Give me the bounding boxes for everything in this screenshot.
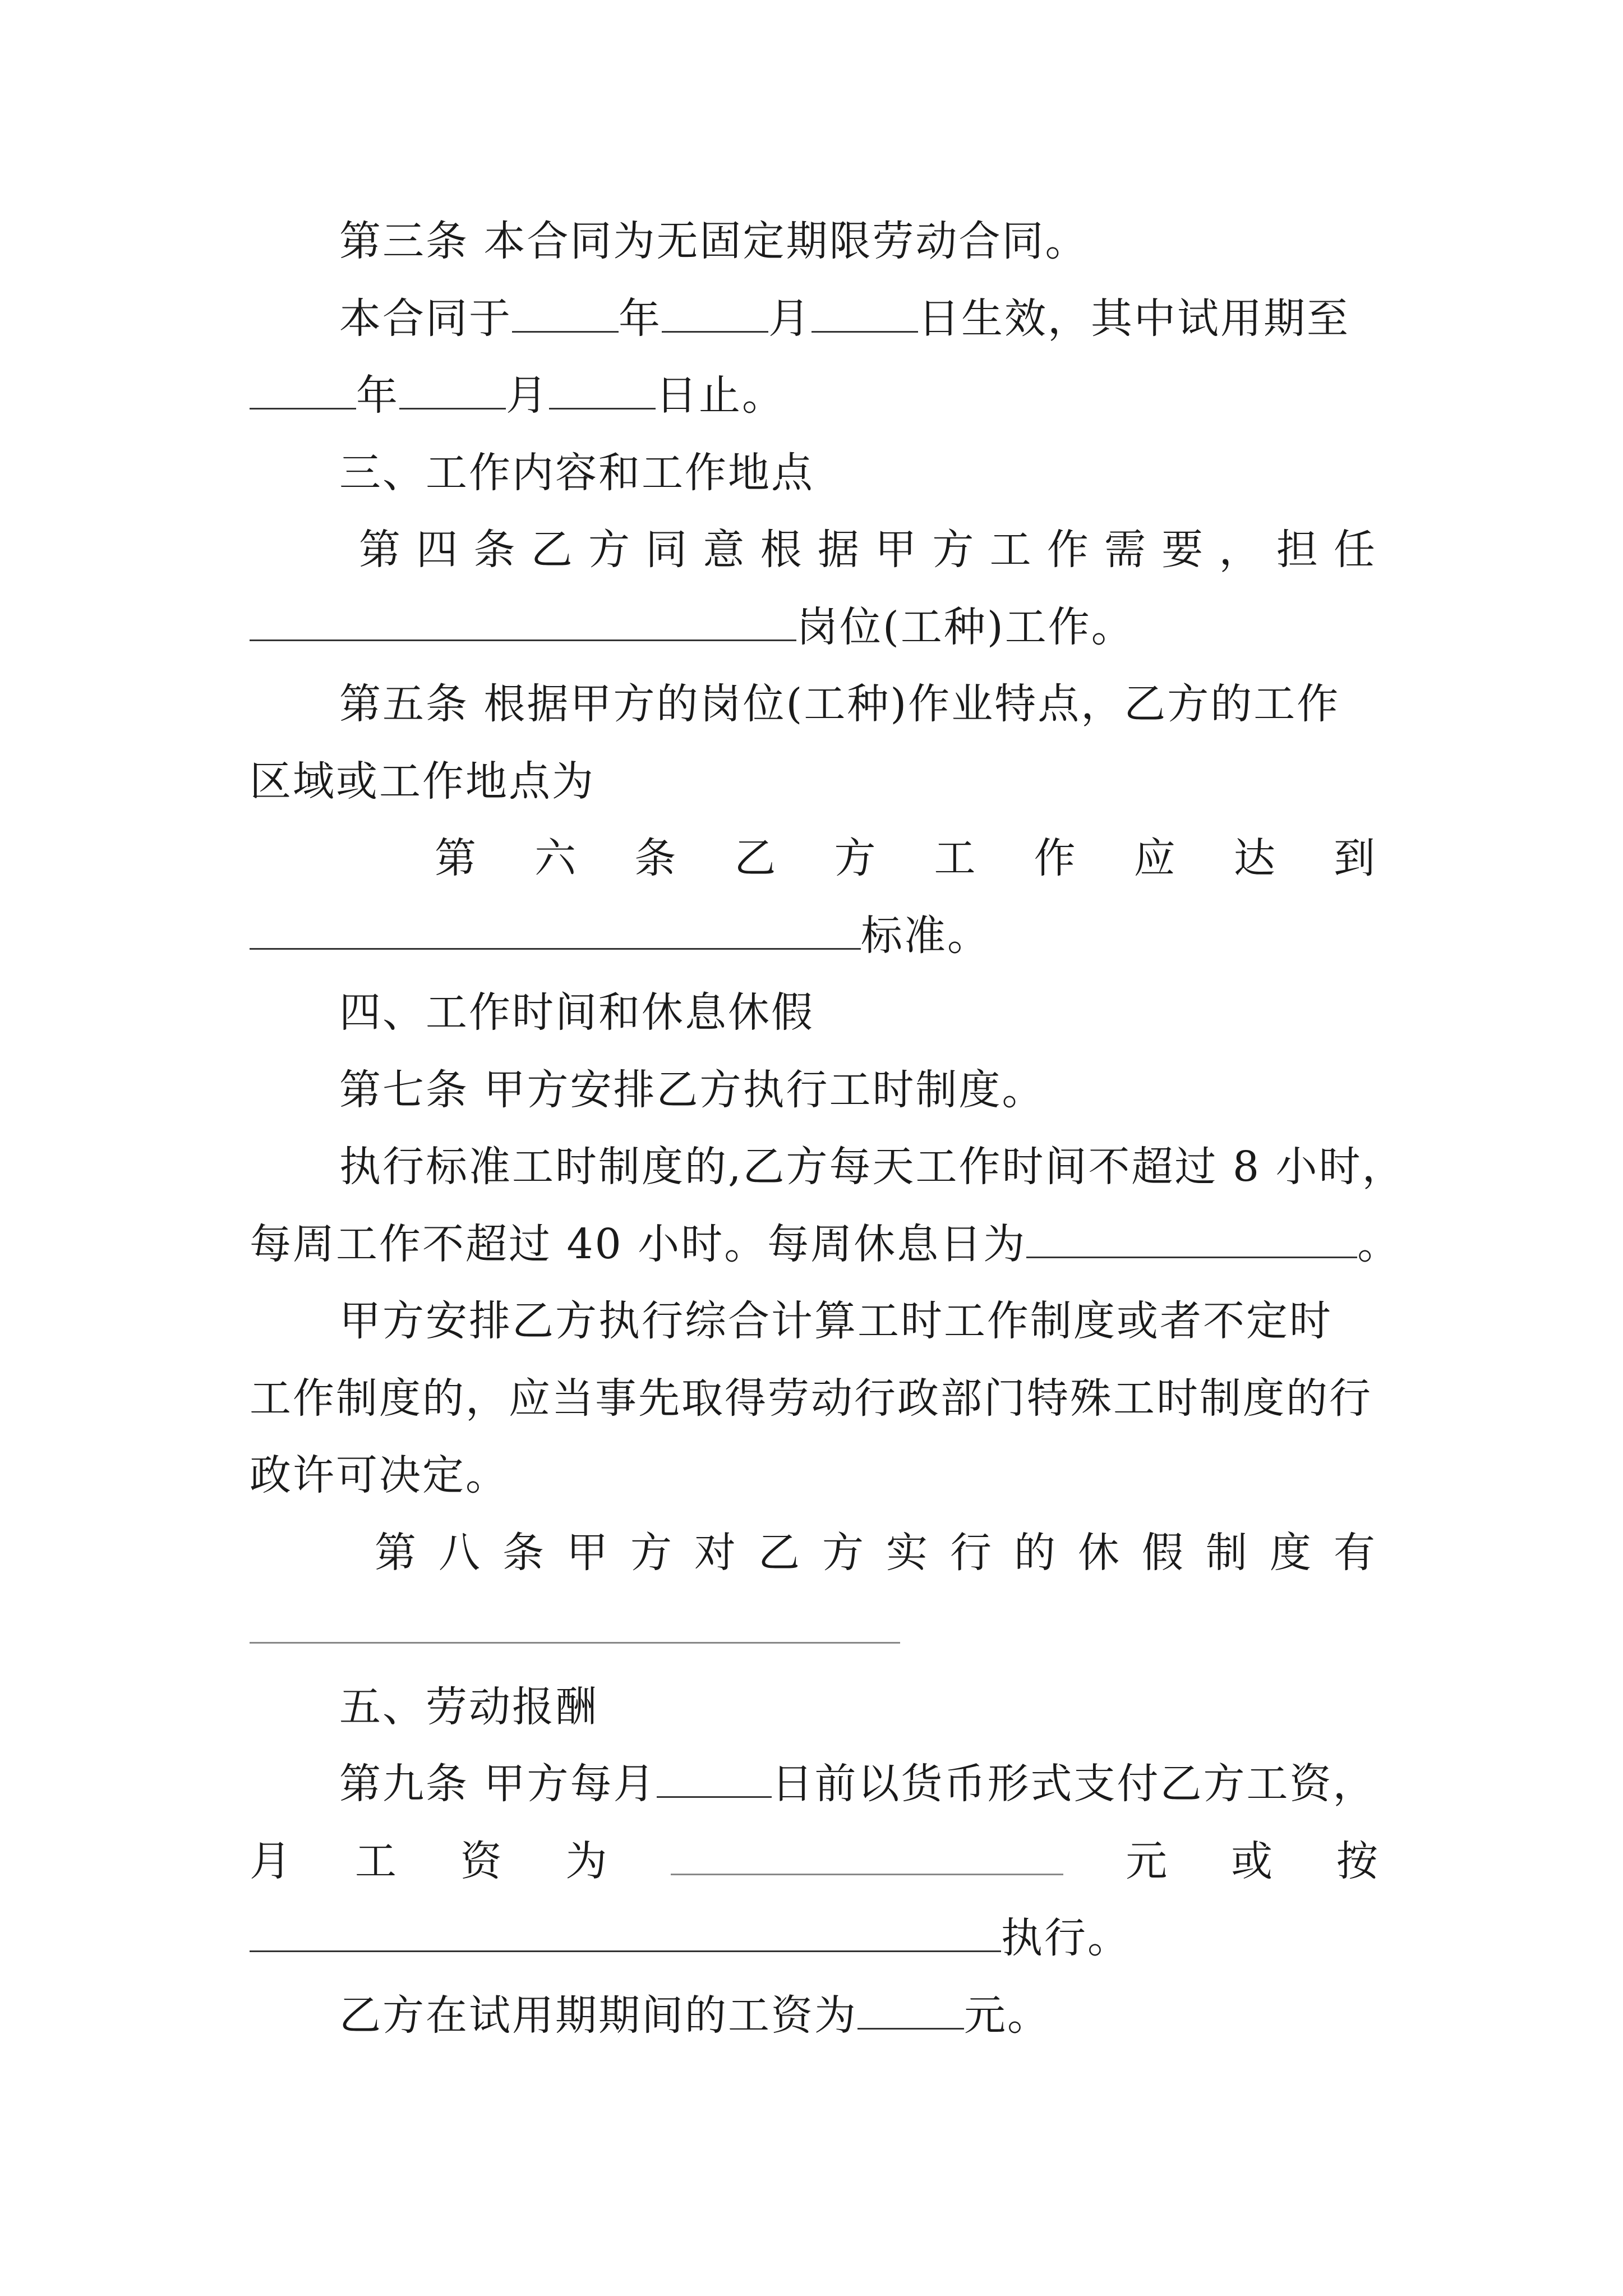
article-3-text: 第三条 本合同为无固定期限劳动合同。 xyxy=(339,217,1089,265)
article-8-char: 制 xyxy=(1206,1529,1249,1577)
probation-year-label: 年 xyxy=(356,371,399,420)
flexible-hours-line-3 xyxy=(250,1447,1380,1503)
effective-text: 本合同于 xyxy=(339,295,512,343)
salary-label-char: 工 xyxy=(354,1837,398,1885)
article-6-char: 第 xyxy=(435,834,478,882)
effective-year-blank[interactable] xyxy=(512,292,619,333)
probation-year-blank[interactable] xyxy=(250,369,356,409)
section-3-heading xyxy=(250,445,1380,501)
article-4-char: 意 xyxy=(703,526,746,574)
article-4-char: 作 xyxy=(1046,526,1090,574)
salary-tail-char: 元 xyxy=(1126,1837,1169,1885)
article-9-text-b: 日前以货币形式支付乙方工资， xyxy=(771,1760,1376,1808)
article-7-text: 第七条 甲方安排乙方执行工时制度。 xyxy=(339,1066,1045,1114)
pay-method-blank[interactable] xyxy=(250,1911,1001,1952)
salary-tail-char: 按 xyxy=(1336,1837,1380,1885)
article-9-text-a: 第九条 甲方每月 xyxy=(339,1760,657,1808)
monthly-salary-blank[interactable] xyxy=(671,1834,1063,1875)
article-4-char: 要 xyxy=(1161,526,1205,574)
standard-hours-line-2 xyxy=(250,1216,1401,1272)
article-9-line-1 xyxy=(250,1756,1380,1812)
article-8-char: 度 xyxy=(1270,1529,1313,1577)
article-9-line-2 xyxy=(250,1833,1380,1889)
section-4-title: 四、工作时间和休息休假 xyxy=(339,988,814,1037)
article-4-char: 任 xyxy=(1333,526,1377,574)
article-8-char: 休 xyxy=(1078,1529,1121,1577)
position-blank[interactable] xyxy=(250,600,796,641)
article-6-char: 工 xyxy=(934,834,978,882)
article-4-char: 条 xyxy=(473,526,517,574)
article-8-char: 的 xyxy=(1014,1529,1057,1577)
article-4-tail: 岗位(工种)工作。 xyxy=(796,603,1135,651)
leave-policy-blank[interactable] xyxy=(250,1614,900,1644)
weekly-hours-text: 每周工作不超过 40 小时。每周休息日为 xyxy=(250,1220,1027,1268)
article-4-char: 工 xyxy=(989,526,1033,574)
probation-day-blank[interactable] xyxy=(549,369,656,409)
article-4-char: 乙 xyxy=(531,526,574,574)
article-6-line-2 xyxy=(250,908,1380,964)
effective-day-label: 日生效，其中试用期至 xyxy=(918,295,1350,343)
article-6-tail: 标准。 xyxy=(861,912,990,960)
article-4-char: 方 xyxy=(932,526,976,574)
article-8-char: 实 xyxy=(886,1529,929,1577)
article-8-char: 条 xyxy=(502,1529,546,1577)
article-5-line-2 xyxy=(250,753,1380,809)
article-6-char: 方 xyxy=(834,834,878,882)
section-5-title: 五、劳动报酬 xyxy=(339,1683,598,1731)
salary-label-char: 资 xyxy=(460,1837,504,1885)
article-8-char: 甲 xyxy=(566,1529,610,1577)
section-5-heading xyxy=(250,1679,1380,1735)
article-6-char: 应 xyxy=(1133,834,1177,882)
article-4-char: 方 xyxy=(588,526,631,574)
section-3-title: 三、工作内容和工作地点 xyxy=(339,449,814,497)
article-8-char: 第 xyxy=(375,1529,418,1577)
article-4-char: 第 xyxy=(359,526,402,574)
article-8-char: 八 xyxy=(439,1529,482,1577)
section-4-heading xyxy=(250,984,1380,1041)
flexible-hours-text-1: 甲方安排乙方执行综合计算工时工作制度或者不定时 xyxy=(339,1297,1332,1345)
effective-day-blank[interactable] xyxy=(811,292,918,333)
flexible-hours-line-2 xyxy=(250,1370,1380,1427)
article-6-char: 到 xyxy=(1333,834,1377,882)
article-8-char: 假 xyxy=(1142,1529,1185,1577)
article-4-char: 同 xyxy=(645,526,689,574)
article-6-char: 达 xyxy=(1233,834,1277,882)
article-8-char: 方 xyxy=(630,1529,674,1577)
article-6-char: 乙 xyxy=(734,834,778,882)
effective-date-line xyxy=(250,291,1380,347)
article-6-char: 六 xyxy=(534,834,578,882)
effective-month-label: 月 xyxy=(768,295,811,343)
effective-year-label: 年 xyxy=(619,295,662,343)
standard-hours-line-1 xyxy=(250,1139,1405,1195)
article-4-line-2 xyxy=(250,599,1380,655)
article-8-line-2 xyxy=(250,1602,1380,1658)
flexible-hours-line-1 xyxy=(250,1293,1380,1349)
article-9-tail: 执行。 xyxy=(1001,1914,1131,1962)
salary-label-char: 为 xyxy=(565,1837,609,1885)
article-6-line-1 xyxy=(435,830,1377,886)
probation-end-line xyxy=(250,367,1380,424)
article-5-line-1 xyxy=(250,676,1380,732)
probation-pay-line xyxy=(250,1987,1380,2044)
standard-blank[interactable] xyxy=(250,909,861,950)
article-3 xyxy=(250,213,1380,269)
article-8-line-1 xyxy=(375,1525,1377,1581)
weekly-hours-end: 。 xyxy=(1357,1220,1401,1268)
article-6-char: 条 xyxy=(634,834,678,882)
article-5-text-2: 区域或工作地点为 xyxy=(250,757,595,806)
flexible-hours-text-2: 工作制度的，应当事先取得劳动行政部门特殊工时制度的行 xyxy=(250,1374,1372,1423)
article-4-char: 担 xyxy=(1276,526,1320,574)
article-7 xyxy=(250,1062,1380,1118)
article-4-char: ， xyxy=(1219,526,1262,574)
pay-day-blank[interactable] xyxy=(657,1757,772,1798)
article-8-char: 方 xyxy=(822,1529,865,1577)
probation-end-label: 日止。 xyxy=(656,371,785,420)
article-8-char: 对 xyxy=(694,1529,737,1577)
probation-pay-blank[interactable] xyxy=(857,1989,964,2030)
article-4-char: 四 xyxy=(416,526,460,574)
article-9-line-3 xyxy=(250,1910,1380,1966)
probation-month-blank[interactable] xyxy=(399,369,506,409)
salary-tail-char: 或 xyxy=(1231,1837,1275,1885)
article-5-text: 第五条 根据甲方的岗位(工种)作业特点，乙方的工作 xyxy=(339,680,1340,728)
standard-hours-text: 执行标准工时制度的,乙方每天工作时间不超过 8 小时， xyxy=(339,1143,1405,1191)
article-8-char: 行 xyxy=(950,1529,993,1577)
article-4-char: 根 xyxy=(760,526,804,574)
article-4-char: 据 xyxy=(817,526,861,574)
article-4-char: 需 xyxy=(1104,526,1148,574)
article-4-char: 甲 xyxy=(875,526,919,574)
article-6-char: 作 xyxy=(1034,834,1077,882)
effective-month-blank[interactable] xyxy=(662,292,768,333)
article-8-char: 乙 xyxy=(758,1529,801,1577)
rest-day-blank[interactable] xyxy=(1026,1217,1357,1258)
salary-label-char: 月 xyxy=(250,1837,293,1885)
probation-month-label: 月 xyxy=(506,371,549,420)
article-8-char: 有 xyxy=(1334,1529,1377,1577)
flexible-hours-text-3: 政许可决定。 xyxy=(250,1451,509,1499)
probation-pay-text: 乙方在试用期期间的工资为 xyxy=(339,1991,857,2040)
article-4-line-1 xyxy=(359,522,1377,578)
probation-pay-unit: 元。 xyxy=(964,1991,1050,2040)
